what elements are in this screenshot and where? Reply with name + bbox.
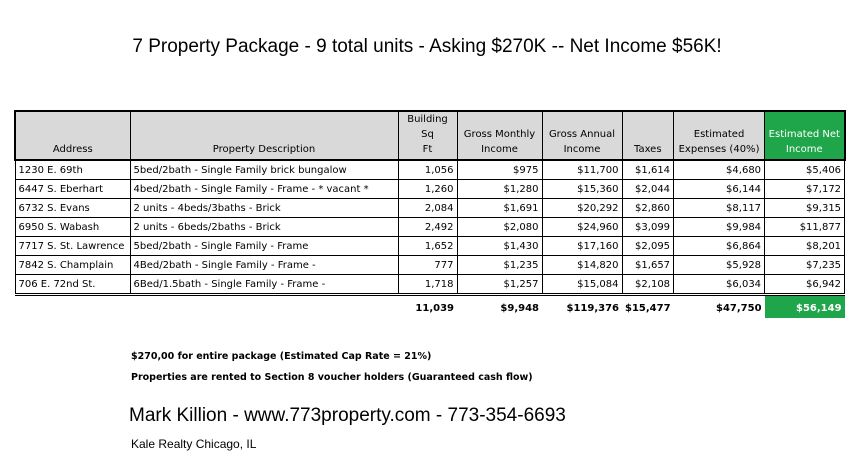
table-cell: $1,657 (622, 256, 674, 275)
table-cell: $5,928 (674, 256, 765, 275)
table-cell: 2,084 (398, 199, 457, 218)
table-cell: 4bed/2bath - Single Family - Frame - * vacant * (130, 180, 398, 199)
column-header: Gross Monthly Income (457, 111, 542, 160)
table-cell: $9,315 (765, 199, 845, 218)
totals-row (15, 295, 845, 319)
table-cell: 777 (398, 256, 457, 275)
table-row (15, 180, 845, 199)
table-cell: 6950 S. Wabash (15, 218, 130, 237)
table-cell: $6,864 (674, 237, 765, 256)
table-cell: $14,820 (542, 256, 622, 275)
total-cell: $15,477 (625, 302, 671, 314)
table-cell: 7717 S. St. Lawrence (15, 237, 130, 256)
table-cell: $1,235 (457, 256, 542, 275)
table-cell: 4Bed/2bath - Single Family - Frame - (130, 256, 398, 275)
total-cell: $9,948 (500, 302, 539, 314)
table-cell: $4,680 (674, 160, 765, 180)
table-cell: $2,080 (457, 218, 542, 237)
table-cell: $6,144 (674, 180, 765, 199)
table-cell: $15,360 (542, 180, 622, 199)
table-cell: 1,652 (398, 237, 457, 256)
table-cell: $11,700 (542, 160, 622, 180)
table-cell: $3,099 (622, 218, 674, 237)
table-cell: $7,172 (765, 180, 845, 199)
table-cell: $8,117 (674, 199, 765, 218)
table-cell: 5bed/2bath - Single Family brick bungalow (130, 160, 398, 180)
column-header: Gross Annual Income (542, 111, 622, 160)
column-header: Building Sq Ft (398, 111, 457, 160)
page-title: 7 Property Package - 9 total units - Asking $270K -- Net Income $56K! (132, 36, 722, 57)
table-cell: $17,160 (542, 237, 622, 256)
table-cell: 2,492 (398, 218, 457, 237)
table-cell: $9,984 (674, 218, 765, 237)
table-cell: 1230 E. 69th (15, 160, 130, 180)
table-cell: 1,260 (398, 180, 457, 199)
table-cell: $2,044 (622, 180, 674, 199)
header-row (15, 111, 845, 160)
table-row (15, 199, 845, 218)
table-cell: 6Bed/1.5bath - Single Family - Frame - (130, 275, 398, 295)
table-cell: $7,235 (765, 256, 845, 275)
table-row (15, 256, 845, 275)
column-header: Estimated Net Income (765, 111, 845, 160)
table-cell: 706 E. 72nd St. (15, 275, 130, 295)
table-cell: $975 (457, 160, 542, 180)
blank-cell (15, 295, 398, 319)
section8-note: Properties are rented to Section 8 voucher holders (Guaranteed cash flow) (131, 372, 533, 383)
table-cell: $2,860 (622, 199, 674, 218)
total-cell: $56,149 (765, 295, 845, 319)
total-cell: $119,376 (566, 302, 619, 314)
table-row (15, 237, 845, 256)
column-header: Taxes (622, 111, 674, 160)
table-cell: 5bed/2bath - Single Family - Frame (130, 237, 398, 256)
package-price-note: $270,00 for entire package (Estimated Cap Rate = 21%) (131, 351, 432, 362)
column-header: Address (15, 111, 130, 160)
total-cell: $47,750 (716, 302, 762, 314)
table-cell: $15,084 (542, 275, 622, 295)
table-cell: $2,095 (622, 237, 674, 256)
table-cell: $6,942 (765, 275, 845, 295)
table-cell: $5,406 (765, 160, 845, 180)
realty-line: Kale Realty Chicago, IL (131, 437, 257, 451)
table-cell: $1,430 (457, 237, 542, 256)
table-cell: $24,960 (542, 218, 622, 237)
column-header: Property Description (130, 111, 398, 160)
property-table (14, 110, 846, 318)
table-cell: $1,614 (622, 160, 674, 180)
table-cell: $6,034 (674, 275, 765, 295)
table-cell: 6732 S. Evans (15, 199, 130, 218)
table-cell: $1,691 (457, 199, 542, 218)
contact-line: Mark Killion - www.773property.com - 773-354-6693 (129, 405, 566, 426)
table-cell: $8,201 (765, 237, 845, 256)
table-cell: $1,280 (457, 180, 542, 199)
total-cell: 11,039 (415, 302, 454, 314)
table-cell: $2,108 (622, 275, 674, 295)
table-cell: $1,257 (457, 275, 542, 295)
table-row (15, 275, 845, 295)
table-cell: 6447 S. Eberhart (15, 180, 130, 199)
column-header: Estimated Expenses (40%) (674, 111, 765, 160)
table-cell: 7842 S. Champlain (15, 256, 130, 275)
table-row (15, 160, 845, 180)
table-row (15, 218, 845, 237)
table-cell: 1,056 (398, 160, 457, 180)
table-cell: 2 units - 4beds/3baths - Brick (130, 199, 398, 218)
table-cell: $11,877 (765, 218, 845, 237)
table-cell: 2 units - 6beds/2baths - Brick (130, 218, 398, 237)
table-cell: $20,292 (542, 199, 622, 218)
table-cell: 1,718 (398, 275, 457, 295)
